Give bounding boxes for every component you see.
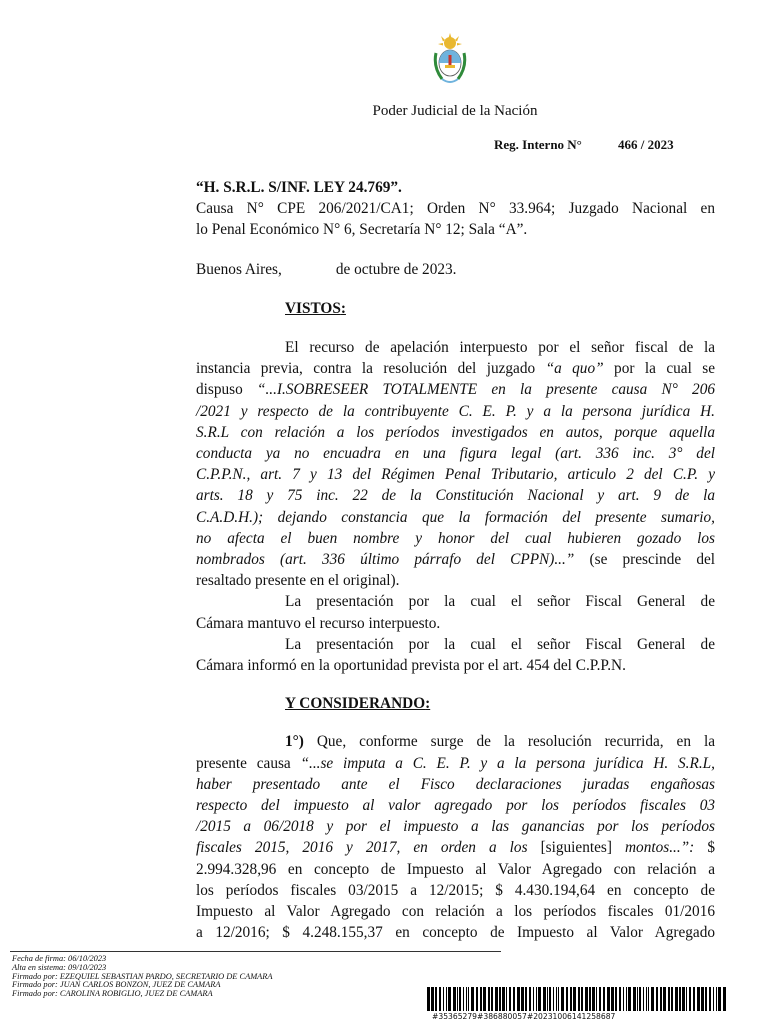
signature-line: Alta en sistema: 09/10/2023	[12, 962, 107, 972]
paragraph-line: instancia previa, contra la resolución del juzgado “a quo” por la cual se	[196, 360, 716, 378]
paragraph-line: La presentación por la cual el señor Fiscal General de	[285, 593, 715, 611]
coat-of-arms-seal	[432, 31, 468, 87]
quote-line: respecto del impuesto al valor agregado por los períodos fiscales 03	[196, 797, 715, 815]
case-details-line: Causa N° CPE 206/2021/CA1; Orden N° 33.964; Juzgado Nacional en	[196, 200, 715, 218]
quote-line: C.P.P.N., art. 7 y 13 del Régimen Penal Tributario, articulo 2 del C.P. y	[196, 466, 715, 484]
paragraph-line: dispuso “...I.SOBRESEER TOTALMENTE en la presente causa N° 206	[196, 381, 715, 399]
reg-interno-label: Reg. Interno N°	[494, 137, 582, 152]
signature-line: Firmado por: CAROLINA ROBIGLIO, JUEZ DE CAMARA	[12, 989, 213, 999]
paragraph-line: Cámara mantuvo el recurso interpuesto.	[196, 614, 441, 632]
paragraph-line: 2.994.328,96 en concepto de Impuesto al Valor Agregado con relación a	[196, 860, 715, 878]
document-body	[196, 177, 715, 944]
paragraph-line: presente causa “...se imputa a C. E. P. y a la persona jurídica H. S.R.L,	[196, 754, 715, 772]
quote-line: haber presentado ante el Fisco declaraciones juradas engañosas	[196, 775, 715, 793]
case-details-line: lo Penal Económico N° 6, Secretaría N° 12; Sala “A”.	[196, 221, 528, 239]
paragraph-line: fiscales 2015, 2016 y 2017, en orden a los [siguientes] montos...”: $	[196, 839, 715, 857]
paragraph-line: Cámara informó en la oportunidad prevista por el art. 454 del C.P.P.N.	[196, 657, 626, 675]
quote-line: no afecta el buen nombre y honor del cual hubieren gozado los	[196, 529, 715, 547]
signature-line: Firmado por: JUAN CARLOS BONZON, JUEZ DE CAMARA	[12, 980, 221, 990]
paragraph-line: El recurso de apelación interpuesto por el señor fiscal de la	[285, 339, 715, 357]
date-line: Buenos Aires, de octubre de 2023.	[196, 260, 457, 278]
paragraph-line: 1°) Que, conforme surge de la resolución recurrida, en la	[285, 733, 715, 751]
quote-line: /2021 y respecto de la contribuyente C. E. P. y a la persona jurídica H.	[196, 402, 715, 420]
paragraph-line: los períodos fiscales 03/2015 a 12/2015; $ 4.430.194,64 en concepto de	[196, 881, 715, 899]
footer-divider	[10, 951, 501, 952]
signature-line: Firmado por: EZEQUIEL SEBASTIAN PARDO, SECRETARIO DE CAMARA	[12, 971, 273, 981]
barcode-number: #35365279#386880057#20231006141258687	[432, 1012, 616, 1021]
quote-line: C.A.D.H.); dejando constancia que la formación del presente sumario,	[196, 508, 715, 526]
quote-line: /2015 a 06/2018 y por el impuesto a las ganancias por los períodos	[196, 818, 715, 836]
office-title: Poder Judicial de la Nación	[372, 103, 538, 119]
quote-line: S.R.L con relación a los períodos investigados en autos, porque aquella	[196, 423, 715, 441]
paragraph-line: resaltado presente en el original).	[196, 572, 400, 590]
reg-interno-value: 466 / 2023	[618, 137, 674, 152]
quote-line: conducta ya no encuadra en una figura legal (art. 336 inc. 3° del	[196, 445, 715, 463]
quote-line: arts. 18 y 75 inc. 22 de la Constitución Nacional y art. 9 de la	[196, 487, 715, 505]
paragraph-line: Impuesto al Valor Agregado con relación a los períodos fiscales 01/2016	[196, 903, 715, 921]
signature-block	[12, 955, 273, 999]
signature-line: Fecha de firma: 06/10/2023	[12, 954, 107, 963]
quote-line: nombrados (art. 336 último párrafo del CPPN)...” (se prescinde del	[196, 551, 716, 569]
vistos-heading: VISTOS:	[285, 299, 346, 317]
case-caption: “H. S.R.L. S/INF. LEY 24.769”.	[196, 179, 402, 196]
paragraph-line: a 12/2016; $ 4.248.155,37 en concepto de Impuesto al Valor Agregado	[196, 924, 715, 942]
barcode	[427, 987, 733, 1011]
paragraph-line: La presentación por la cual el señor Fiscal General de	[285, 635, 715, 653]
considerando-heading: Y CONSIDERANDO:	[285, 695, 431, 713]
